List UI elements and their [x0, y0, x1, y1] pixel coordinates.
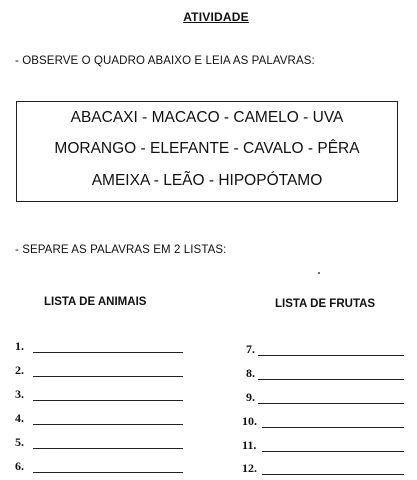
answer-blank[interactable]: [33, 352, 183, 353]
answer-blank[interactable]: [262, 451, 404, 452]
list-item: [15, 436, 185, 452]
list-item: [246, 367, 406, 383]
item-number: 9.: [246, 390, 255, 404]
instruction-observe: - OBSERVE O QUADRO ABAIXO E LEIA AS PALAVRAS:: [15, 55, 315, 67]
item-number: 6.: [15, 459, 24, 473]
item-number: 8.: [246, 366, 255, 380]
animals-list-heading: LISTA DE ANIMAIS: [44, 296, 147, 308]
answer-blank[interactable]: [33, 376, 183, 377]
fruits-list-heading: LISTA DE FRUTAS: [275, 298, 376, 310]
item-number: 10.: [242, 414, 257, 428]
list-item: [242, 415, 406, 431]
list-item: [15, 412, 185, 428]
item-number: 7.: [246, 342, 255, 356]
item-number: 3.: [15, 387, 24, 401]
list-item: [15, 364, 185, 380]
answer-blank[interactable]: [262, 474, 404, 475]
answer-blank[interactable]: [262, 427, 404, 428]
item-number: 1.: [15, 339, 24, 353]
list-item: [15, 388, 185, 404]
list-item: [246, 391, 406, 407]
word-line: AMEIXA - LEÃO - HIPOPÓTAMO: [91, 172, 323, 189]
item-number: 2.: [15, 363, 24, 377]
answer-blank[interactable]: [33, 400, 183, 401]
word-line: ABACAXI - MACACO - CAMELO - UVA: [70, 109, 344, 126]
answer-blank[interactable]: [258, 403, 404, 404]
item-number: 12.: [242, 461, 257, 475]
list-item: [15, 340, 185, 356]
speck: [318, 272, 320, 274]
list-item: [242, 439, 406, 455]
item-number: 11.: [242, 438, 257, 452]
list-item: [246, 343, 406, 359]
answer-blank[interactable]: [258, 355, 404, 356]
item-number: 5.: [15, 435, 24, 449]
answer-blank[interactable]: [33, 472, 183, 473]
answer-blank[interactable]: [33, 448, 183, 449]
answer-blank[interactable]: [258, 379, 404, 380]
instruction-separate: - SEPARE AS PALAVRAS EM 2 LISTAS:: [15, 244, 227, 256]
worksheet-title: ATIVIDADE: [183, 10, 249, 24]
word-box: [16, 101, 398, 202]
list-item: [242, 462, 406, 478]
word-line: MORANGO - ELEFANTE - CAVALO - PÊRA: [54, 140, 360, 157]
item-number: 4.: [15, 411, 24, 425]
answer-blank[interactable]: [33, 424, 183, 425]
list-item: [15, 460, 185, 476]
